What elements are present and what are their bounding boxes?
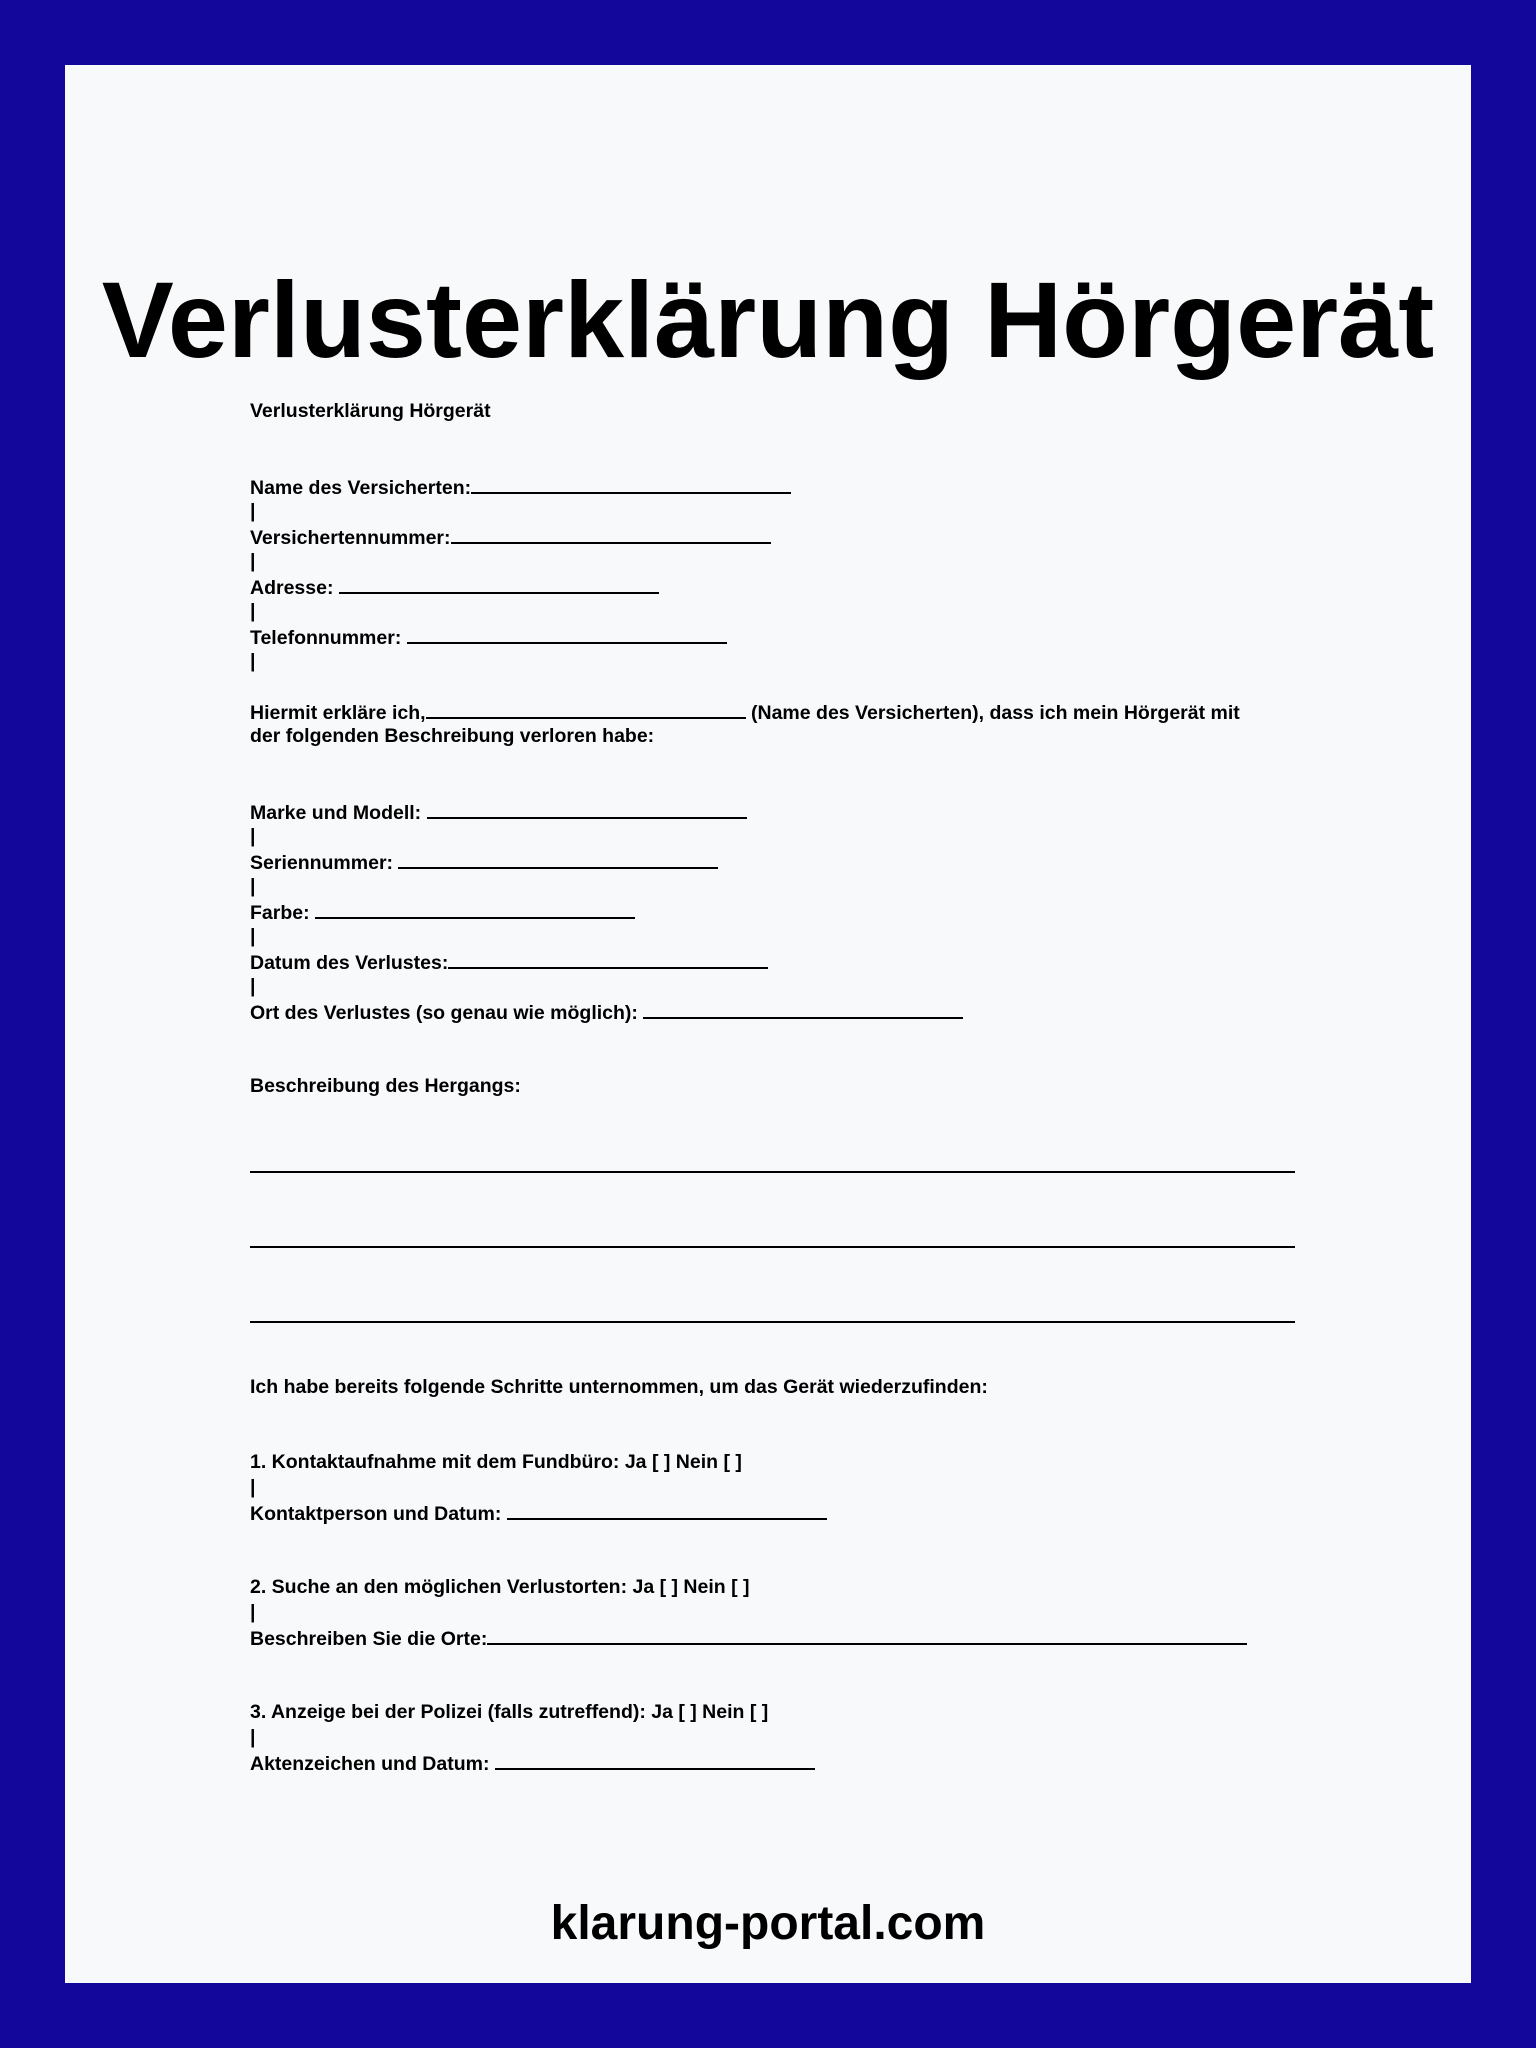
form-heading: Verlusterklärung Hörgerät [250, 400, 491, 422]
separator: | [250, 600, 256, 622]
field-date-label: Datum des Verlustes: [250, 952, 449, 974]
field-color-label: Farbe: [250, 902, 316, 924]
separator: | [250, 550, 256, 572]
field-phone [250, 624, 727, 650]
field-insurance-number [250, 524, 771, 550]
field-location-blank[interactable] [643, 999, 963, 1019]
field-location-label: Ort des Verlustes (so genau wie möglich): [250, 1002, 644, 1024]
field-insurance-number-label: Versichertennummer: [250, 527, 451, 549]
declaration-after-blank: (Name des Versicherten), dass ich mein Hörgerät mit [745, 702, 1240, 724]
step-2-followup [250, 1625, 1247, 1651]
field-serial [250, 849, 718, 875]
field-date-blank[interactable] [448, 949, 768, 969]
step-3-followup [250, 1750, 815, 1776]
field-phone-label: Telefonnummer: [250, 627, 407, 649]
step-3-followup-blank[interactable] [495, 1750, 815, 1770]
description-line-1[interactable] [250, 1171, 1295, 1173]
step-1-question: 1. Kontaktaufnahme mit dem Fundbüro: Ja [ ] Nein [ ] [250, 1451, 742, 1473]
field-name-blank[interactable] [471, 474, 791, 494]
description-line-3[interactable] [250, 1321, 1295, 1323]
declaration-name-blank[interactable] [426, 699, 746, 719]
field-insurance-number-blank[interactable] [451, 524, 771, 544]
declaration-intro: Hiermit erkläre ich, [250, 702, 426, 724]
field-date [250, 949, 768, 975]
separator: | [250, 650, 256, 672]
step-2-question: 2. Suche an den möglichen Verlustorten: Ja [ ] Nein [ ] [250, 1576, 750, 1598]
main-title: Verlusterklärung Hörgerät [101, 259, 1435, 380]
field-brand-model-blank[interactable] [427, 799, 747, 819]
declaration-line-2: der folgenden Beschreibung verloren habe: [250, 725, 655, 747]
field-color-blank[interactable] [315, 899, 635, 919]
field-name-label: Name des Versicherten: [250, 477, 472, 499]
description-heading: Beschreibung des Hergangs: [250, 1075, 521, 1097]
field-serial-blank[interactable] [398, 849, 718, 869]
separator: | [250, 1726, 256, 1748]
field-serial-label: Seriennummer: [250, 852, 399, 874]
field-address [250, 574, 659, 600]
step-1-followup-label: Kontaktperson und Datum: [250, 1503, 507, 1525]
field-name [250, 474, 791, 500]
declaration-line-1 [250, 699, 1240, 725]
separator: | [250, 875, 256, 897]
field-brand-model [250, 799, 747, 825]
footer-site-name: klarung-portal.com [550, 1897, 986, 1950]
separator: | [250, 925, 256, 947]
field-phone-blank[interactable] [407, 624, 727, 644]
description-line-2[interactable] [250, 1246, 1295, 1248]
step-2-followup-label: Beschreiben Sie die Orte: [250, 1628, 488, 1650]
step-3-followup-label: Aktenzeichen und Datum: [250, 1753, 495, 1775]
separator: | [250, 1601, 256, 1623]
step-1-followup-blank[interactable] [507, 1500, 827, 1520]
separator: | [250, 975, 256, 997]
field-address-blank[interactable] [339, 574, 659, 594]
field-color [250, 899, 635, 925]
step-3-question: 3. Anzeige bei der Polizei (falls zutreffend): Ja [ ] Nein [ ] [250, 1701, 769, 1723]
separator: | [250, 1476, 256, 1498]
separator: | [250, 500, 256, 522]
separator: | [250, 825, 256, 847]
step-2-followup-blank[interactable] [487, 1625, 1247, 1645]
field-location [250, 999, 963, 1025]
document-page [65, 65, 1471, 1983]
step-1-followup [250, 1500, 827, 1526]
field-address-label: Adresse: [250, 577, 339, 599]
steps-heading: Ich habe bereits folgende Schritte unternommen, um das Gerät wiederzufinden: [250, 1376, 988, 1398]
field-brand-model-label: Marke und Modell: [250, 802, 427, 824]
